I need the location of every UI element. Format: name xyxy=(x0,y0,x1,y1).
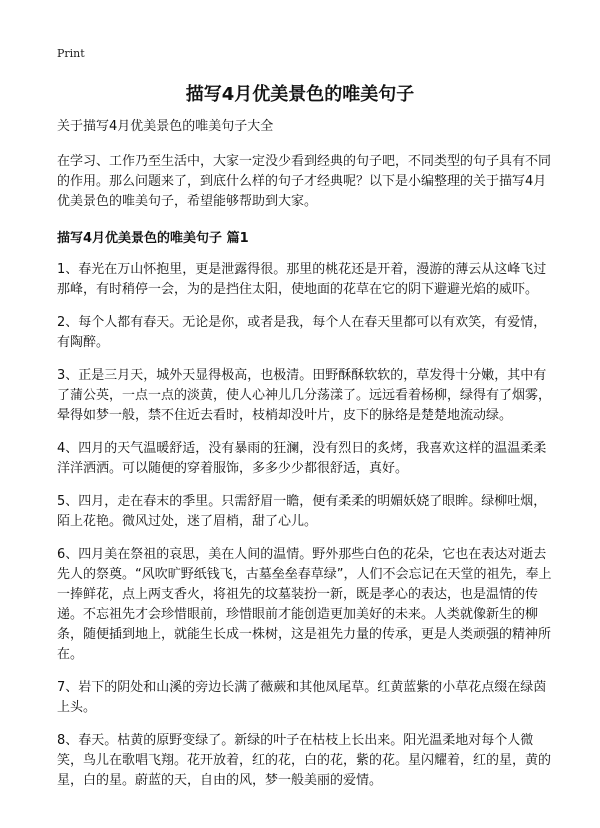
print-link[interactable]: Print xyxy=(57,47,85,60)
list-item: 7、岩下的阴处和山溪的旁边长满了薇蕨和其他凤尾草。红黄蓝紫的小草花点缀在绿茵上头。 xyxy=(57,680,547,715)
list-item: 5、四月，走在春末的季里。只需舒眉一瞻，便有柔柔的明媚妖娆了眼眸。绿柳吐烟，陌上花艳。微风过处，迷了眉梢，甜了心儿。 xyxy=(57,494,547,529)
page-title: 描写4月优美景色的唯美句子 xyxy=(185,84,415,105)
list-item: 3、正是三月天，城外天显得极高，也极清。田野酥酥软软的，草发得十分嫩，其中有了蒲公英，一点一点的淡黄，使人心神儿几分荡漾了。远远看着杨柳，绿得有了烟雾，晕得如梦一般，禁不住近去看时，枝梢却没叶片，皮下的脉络是楚楚地流动绿。 xyxy=(57,368,552,423)
article-subtitle: 关于描写4月优美景色的唯美句子大全 xyxy=(57,119,274,134)
list-item: 4、四月的天气温暖舒适，没有暴雨的狂澜，没有烈日的炙烤，我喜欢这样的温温柔柔洋洋洒洒。可以随便的穿着服饰，多多少少都很舒适，真好。 xyxy=(57,441,547,476)
article-body xyxy=(57,117,555,804)
section-heading: 描写4月优美景色的唯美句子 篇1 xyxy=(57,231,249,246)
list-item: 8、春天。枯黄的原野变绿了。新绿的叶子在枯枝上长出来。阳光温柔地对每个人微笑，鸟儿在歌唱飞翔。花开放着，红的花，白的花，紫的花。星闪耀着，红的星，黄的星，白的星。蔚蓝的天，自由的风，梦一般美丽的爱情。 xyxy=(57,733,552,788)
list-item: 6、四月美在祭祖的哀思，美在人间的温情。野外那些白色的花朵，它也在表达对逝去先人的祭奠。“风吹旷野纸钱飞，古墓垒垒春草绿”，人们不会忘记在天堂的祖先，奉上一捧鲜花，点上两支香火，将祖先的坟墓装扮一新，既是孝心的表达，也是温情的传递。不忘祖先才会珍惜眼前，珍惜眼前才能创造更加美好的未来。人类就像新生的柳条，随便插到地上，就能生长成一株树，这是祖先力量的传承，更是人类顽强的精神所在。 xyxy=(57,547,552,662)
list-item: 2、每个人都有春天。无论是你，或者是我，每个人在春天里都可以有欢笑，有爱情，有陶醉。 xyxy=(57,315,547,350)
intro-paragraph: 在学习、工作乃至生活中，大家一定没少看到经典的句子吧，不同类型的句子具有不同的作用。那么问题来了，到底什么样的句子才经典呢？以下是小编整理的关于描写4月优美景色的唯美句子，希望能够帮助到大家。 xyxy=(57,154,552,209)
list-item: 1、春光在万山怀抱里，更是泄露得很。那里的桃花还是开着，漫游的薄云从这峰飞过那峰，有时稍停一会，为的是挡住太阳，使地面的花草在它的阴下避避光焰的威吓。 xyxy=(57,262,547,297)
